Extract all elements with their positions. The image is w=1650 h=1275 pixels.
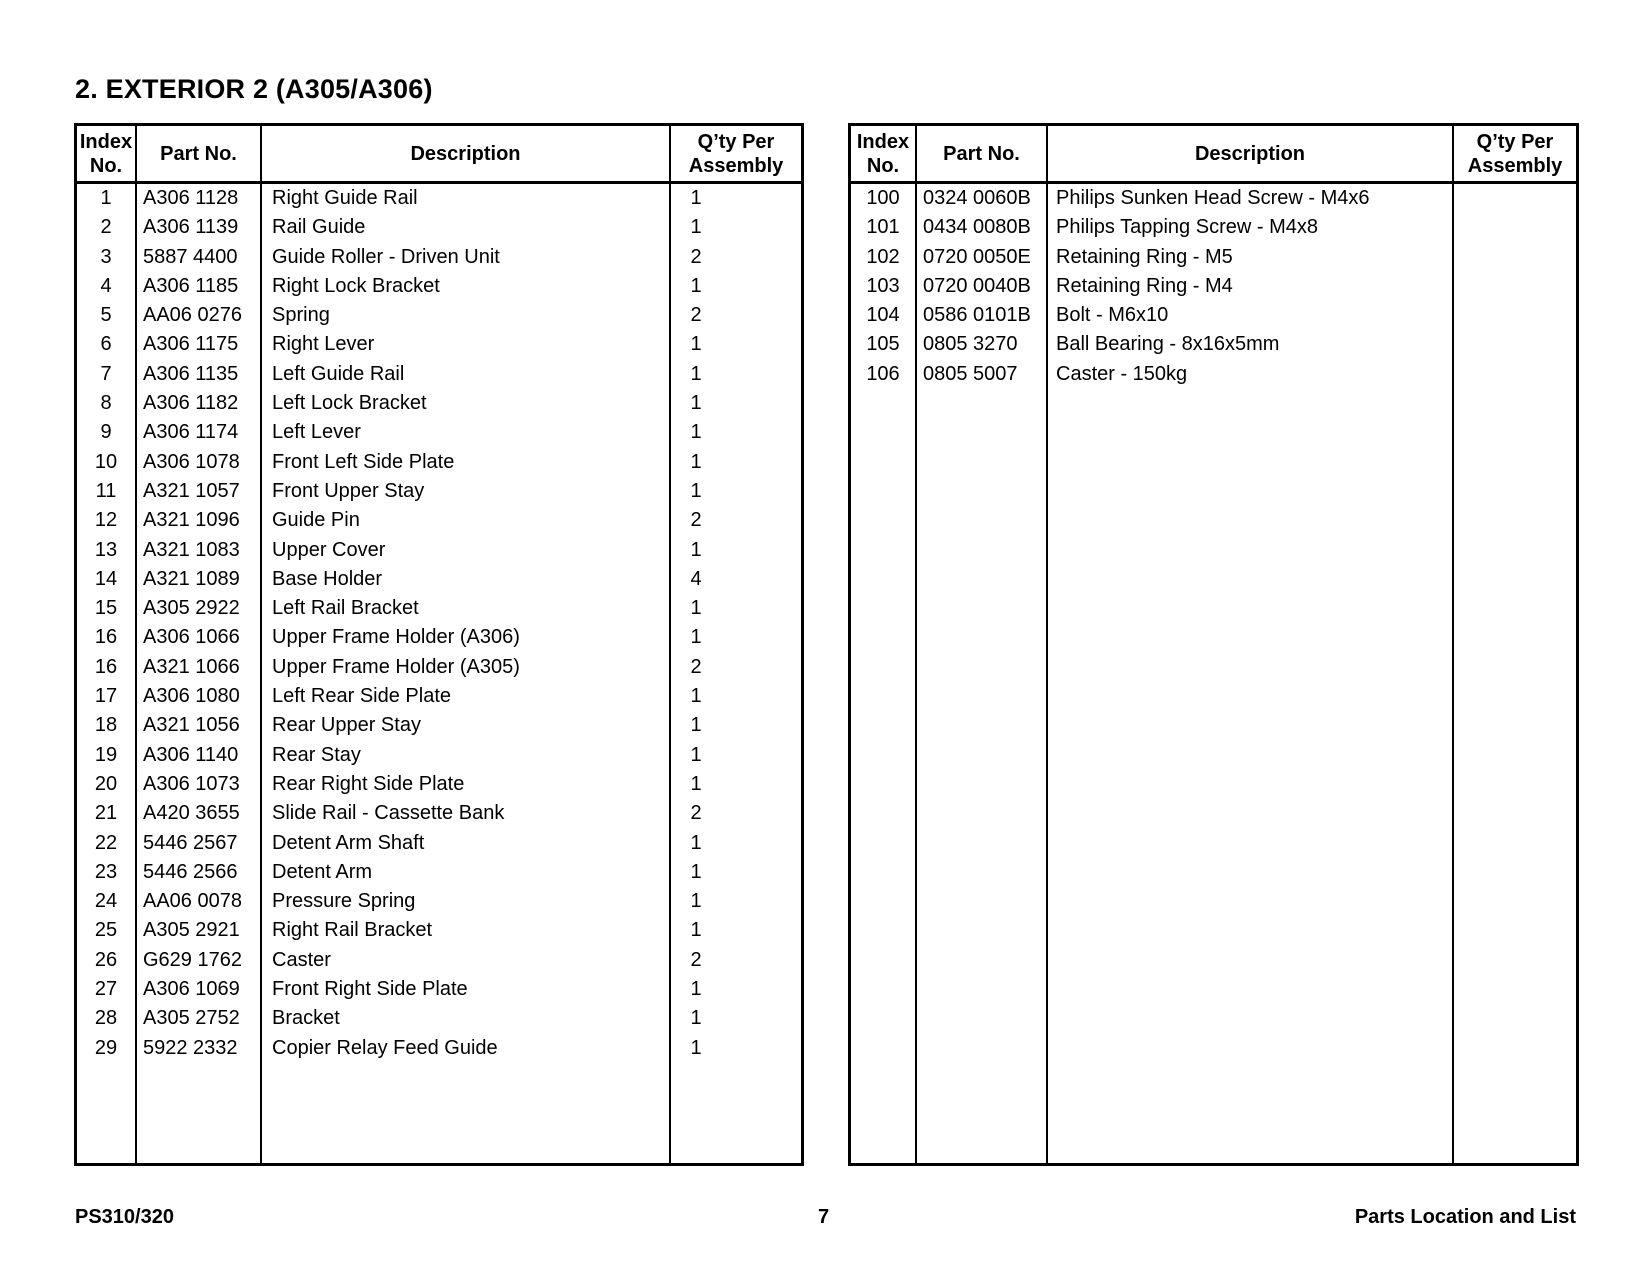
cell-qty: 1 — [690, 714, 702, 737]
cell-part-no: 0434 0080B — [923, 216, 1031, 239]
cell-part-no: 5446 2566 — [143, 860, 238, 883]
table-row — [77, 565, 801, 594]
cell-part-no: A306 1140 — [143, 743, 239, 766]
cell-qty: 1 — [690, 685, 702, 708]
cell-qty: 1 — [690, 538, 702, 561]
table-row — [77, 975, 801, 1004]
header-qty: Q’ty Per Assembly — [1467, 130, 1563, 177]
table-row — [77, 623, 801, 652]
cell-description: Retaining Ring - M4 — [1056, 274, 1233, 297]
cell-description: Front Right Side Plate — [272, 978, 468, 1001]
cell-description: Rear Right Side Plate — [272, 772, 465, 795]
cell-qty: 2 — [690, 245, 702, 268]
cell-description: Right Rail Bracket — [272, 919, 433, 942]
cell-part-no: A321 1083 — [143, 538, 240, 561]
cell-index: 100 — [866, 187, 900, 209]
cell-description: Caster - 150kg — [1056, 362, 1188, 385]
cell-qty: 4 — [690, 567, 702, 590]
cell-part-no: 5446 2567 — [143, 831, 238, 854]
table-row — [77, 272, 801, 301]
table-row — [851, 330, 1576, 359]
cell-part-no: A306 1080 — [143, 685, 240, 708]
table-row — [77, 594, 801, 623]
cell-qty: 1 — [690, 890, 702, 913]
cell-description: Left Rear Side Plate — [272, 685, 451, 708]
table-row — [77, 243, 801, 272]
cell-part-no: 0720 0040B — [923, 274, 1031, 297]
cell-part-no: A306 1174 — [143, 421, 239, 444]
cell-index: 6 — [100, 333, 112, 356]
cell-description: Left Lock Bracket — [272, 392, 427, 415]
cell-index: 22 — [94, 831, 118, 854]
cell-description: Caster — [272, 948, 331, 971]
cell-part-no: 5887 4400 — [143, 245, 238, 268]
table-row — [851, 243, 1576, 272]
cell-part-no: A321 1056 — [143, 714, 240, 737]
cell-qty — [1454, 184, 1576, 213]
cell-part-no: 0586 0101B — [923, 304, 1031, 327]
cell-description: Philips Sunken Head Screw - M4x6 — [1056, 187, 1370, 209]
cell-index: 106 — [866, 362, 900, 385]
cell-description: Upper Cover — [272, 538, 386, 561]
cell-qty: 1 — [690, 831, 702, 854]
cell-part-no: A306 1182 — [143, 392, 239, 415]
table-row — [77, 477, 801, 506]
table-body-right — [851, 184, 1576, 389]
header-part-no: Part No. — [943, 142, 1020, 165]
table-row — [851, 184, 1576, 213]
header-part-no: Part No. — [160, 142, 237, 165]
cell-qty: 1 — [690, 1007, 702, 1030]
cell-qty — [1454, 330, 1576, 359]
cell-qty — [1454, 213, 1576, 242]
table-row — [77, 448, 801, 477]
table-row — [77, 1004, 801, 1033]
cell-index: 15 — [94, 597, 118, 620]
header-description: Description — [1194, 142, 1306, 165]
cell-qty: 1 — [690, 743, 702, 766]
cell-index: 13 — [94, 538, 118, 561]
cell-qty: 2 — [690, 655, 702, 678]
table-row — [77, 213, 801, 242]
cell-description: Detent Arm Shaft — [272, 831, 425, 854]
cell-description: Pressure Spring — [272, 890, 416, 913]
cell-part-no: AA06 0078 — [143, 890, 242, 913]
cell-index: 16 — [94, 626, 118, 649]
cell-part-no: A306 1128 — [143, 187, 239, 209]
cell-description: Copier Relay Feed Guide — [272, 1036, 498, 1059]
cell-description: Guide Roller - Driven Unit — [272, 245, 500, 268]
cell-description: Right Guide Rail — [272, 187, 418, 209]
cell-part-no: A420 3655 — [143, 802, 240, 825]
cell-index: 5 — [100, 304, 112, 327]
table-row — [77, 741, 801, 770]
table-row — [77, 301, 801, 330]
header-description: Description — [410, 142, 521, 165]
cell-index: 16 — [94, 655, 118, 678]
cell-part-no: A306 1135 — [143, 362, 239, 385]
cell-description: Base Holder — [272, 567, 383, 590]
cell-part-no: A306 1069 — [143, 978, 240, 1001]
table-row — [77, 711, 801, 740]
cell-index: 2 — [100, 216, 112, 239]
cell-description: Left Guide Rail — [272, 362, 405, 385]
cell-part-no: 0720 0050E — [923, 245, 1031, 268]
cell-part-no: A305 2922 — [143, 597, 240, 620]
cell-description: Upper Frame Holder (A306) — [272, 626, 520, 649]
cell-qty: 1 — [690, 978, 702, 1001]
cell-part-no: A321 1089 — [143, 567, 240, 590]
cell-index: 28 — [94, 1007, 118, 1030]
cell-part-no: A306 1175 — [143, 333, 239, 356]
page-title: 2. EXTERIOR 2 (A305/A306) — [75, 74, 433, 104]
cell-qty: 2 — [690, 802, 702, 825]
footer-model: PS310/320 — [75, 1206, 174, 1228]
parts-table-left — [74, 123, 804, 1166]
cell-description: Upper Frame Holder (A305) — [272, 655, 520, 678]
cell-description: Rear Stay — [272, 743, 361, 766]
cell-qty — [1454, 360, 1576, 389]
table-row — [77, 887, 801, 916]
table-row — [77, 946, 801, 975]
cell-index: 105 — [866, 333, 900, 356]
cell-part-no: 0324 0060B — [923, 187, 1031, 209]
cell-qty — [1454, 243, 1576, 272]
table-row — [851, 360, 1576, 389]
table-row — [77, 829, 801, 858]
cell-description: Rail Guide — [272, 216, 366, 239]
cell-index: 4 — [100, 274, 112, 297]
cell-part-no: 0805 5007 — [923, 362, 1018, 385]
cell-part-no: A321 1096 — [143, 509, 240, 532]
cell-qty: 1 — [690, 597, 702, 620]
cell-qty: 1 — [690, 450, 702, 473]
cell-qty: 1 — [690, 919, 702, 942]
header-index: Index No. — [79, 130, 133, 177]
cell-index: 14 — [94, 567, 118, 590]
cell-description: Front Upper Stay — [272, 479, 425, 502]
cell-qty: 1 — [690, 421, 702, 444]
cell-qty: 2 — [690, 304, 702, 327]
cell-part-no: 5922 2332 — [143, 1036, 238, 1059]
table-row — [77, 799, 801, 828]
cell-index: 9 — [100, 421, 112, 444]
cell-part-no: A306 1073 — [143, 772, 240, 795]
cell-index: 21 — [94, 802, 118, 825]
table-row — [77, 418, 801, 447]
table-row — [851, 272, 1576, 301]
table-row — [851, 301, 1576, 330]
cell-index: 25 — [94, 919, 118, 942]
cell-part-no: G629 1762 — [143, 948, 242, 971]
cell-description: Guide Pin — [272, 509, 360, 532]
cell-qty: 1 — [690, 626, 702, 649]
table-row — [77, 653, 801, 682]
table-row — [77, 389, 801, 418]
cell-qty: 1 — [690, 187, 702, 209]
footer-page-number: 7 — [818, 1206, 830, 1228]
table-row — [77, 916, 801, 945]
cell-index: 101 — [866, 216, 900, 239]
cell-part-no: A305 2752 — [143, 1007, 240, 1030]
cell-description: Left Rail Bracket — [272, 597, 419, 620]
cell-index: 12 — [94, 509, 118, 532]
cell-part-no: A306 1139 — [143, 216, 239, 239]
cell-description: Rear Upper Stay — [272, 714, 421, 737]
cell-index: 19 — [94, 743, 118, 766]
cell-index: 102 — [866, 245, 900, 268]
cell-qty: 1 — [690, 860, 702, 883]
cell-index: 10 — [94, 450, 118, 473]
cell-index: 17 — [94, 685, 118, 708]
cell-description: Right Lock Bracket — [272, 274, 440, 297]
parts-table-right — [848, 123, 1579, 1166]
cell-description: Detent Arm — [272, 860, 373, 883]
table-row — [77, 360, 801, 389]
cell-description: Bolt - M6x10 — [1056, 304, 1169, 327]
cell-qty: 1 — [690, 1036, 702, 1059]
table-row — [77, 1034, 801, 1063]
cell-qty: 1 — [690, 274, 702, 297]
cell-description: Front Left Side Plate — [272, 450, 455, 473]
cell-qty: 1 — [690, 333, 702, 356]
cell-part-no: A305 2921 — [143, 919, 240, 942]
header-index: Index No. — [856, 130, 910, 177]
table-row — [77, 184, 801, 213]
table-row — [77, 330, 801, 359]
cell-index: 27 — [94, 978, 118, 1001]
cell-index: 11 — [95, 479, 117, 502]
cell-qty — [1454, 301, 1576, 330]
cell-qty: 1 — [690, 216, 702, 239]
cell-index: 29 — [94, 1036, 118, 1059]
cell-description: Bracket — [272, 1007, 340, 1030]
cell-index: 104 — [866, 304, 900, 327]
cell-qty: 2 — [690, 509, 702, 532]
cell-qty: 1 — [690, 392, 702, 415]
cell-description: Retaining Ring - M5 — [1056, 245, 1233, 268]
cell-description: Right Lever — [272, 333, 375, 356]
cell-index: 24 — [94, 890, 118, 913]
table-row — [77, 536, 801, 565]
cell-description: Ball Bearing - 8x16x5mm — [1056, 333, 1280, 356]
cell-description: Left Lever — [272, 421, 361, 444]
cell-index: 23 — [94, 860, 118, 883]
table-row — [77, 770, 801, 799]
cell-part-no: A306 1066 — [143, 626, 240, 649]
table-row — [77, 858, 801, 887]
table-row — [77, 682, 801, 711]
cell-qty: 2 — [690, 948, 702, 971]
cell-part-no: A321 1066 — [143, 655, 240, 678]
cell-index: 20 — [94, 772, 118, 795]
cell-index: 1 — [100, 187, 112, 209]
cell-part-no: 0805 3270 — [923, 333, 1018, 356]
cell-description: Philips Tapping Screw - M4x8 — [1056, 216, 1318, 239]
cell-qty: 1 — [690, 479, 702, 502]
cell-qty — [1454, 272, 1576, 301]
cell-description: Slide Rail - Cassette Bank — [272, 802, 505, 825]
cell-qty: 1 — [690, 362, 702, 385]
cell-index: 18 — [94, 714, 118, 737]
cell-part-no: A306 1078 — [143, 450, 240, 473]
cell-index: 3 — [100, 245, 112, 268]
cell-part-no: A321 1057 — [143, 479, 240, 502]
table-body-left — [77, 184, 801, 1063]
cell-description: Spring — [272, 304, 330, 327]
table-row — [851, 213, 1576, 242]
table-row — [77, 506, 801, 535]
cell-qty: 1 — [690, 772, 702, 795]
header-qty: Q’ty Per Assembly — [688, 130, 784, 177]
cell-index: 7 — [100, 362, 112, 385]
cell-part-no: A306 1185 — [143, 274, 239, 297]
footer-section: Parts Location and List — [1354, 1206, 1576, 1228]
cell-index: 26 — [94, 948, 118, 971]
cell-index: 103 — [866, 274, 900, 297]
cell-index: 8 — [100, 392, 112, 415]
cell-part-no: AA06 0276 — [143, 304, 242, 327]
